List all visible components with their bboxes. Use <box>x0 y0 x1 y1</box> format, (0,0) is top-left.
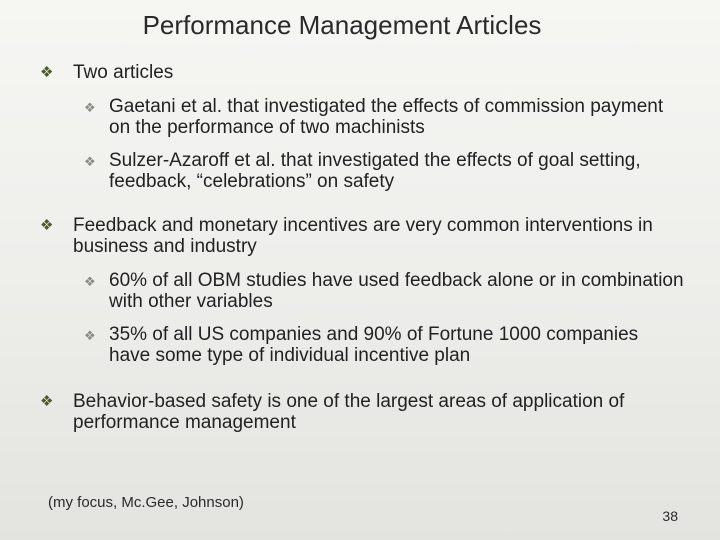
slide-title: Performance Management Articles <box>142 10 542 40</box>
diamond-bullet-icon: ❖ <box>40 64 54 81</box>
sub-bullet-text: Gaetani et al. that investigated the effects of commission payment on the performance of two machinists <box>109 96 664 138</box>
diamond-bullet-icon: ❖ <box>84 274 96 289</box>
sub-bullet-text: Sulzer-Azaroff et al. that investigated the effects of goal setting, feedback, “celebrations” on safety <box>109 150 641 192</box>
bullet-text: Behavior-based safety is one of the largest areas of application of performance management <box>73 391 625 433</box>
diamond-bullet-icon: ❖ <box>40 217 54 234</box>
diamond-bullet-icon: ❖ <box>40 393 54 410</box>
sub-bullet-obm-studies <box>84 270 684 312</box>
sub-bullet-us-companies <box>84 324 684 366</box>
footer-note: (my focus, Mc.Gee, Johnson) <box>48 494 244 511</box>
sub-bullet-sulzer <box>84 150 684 192</box>
diamond-bullet-icon: ❖ <box>84 328 96 343</box>
sub-bullet-text: 60% of all OBM studies have used feedback alone or in combination with other variables <box>109 270 684 312</box>
sub-bullet-gaetani <box>84 96 684 138</box>
diamond-bullet-icon: ❖ <box>84 100 96 115</box>
page-number: 38 <box>662 508 678 524</box>
bullet-feedback-incentives <box>40 215 680 257</box>
bullet-behavior-based-safety <box>40 391 680 433</box>
diamond-bullet-icon: ❖ <box>84 154 96 169</box>
bullet-text: Feedback and monetary incentives are very common interventions in business and industry <box>73 215 653 257</box>
bullet-two-articles <box>40 62 680 83</box>
sub-bullet-text: 35% of all US companies and 90% of Fortune 1000 companies have some type of individual incentive plan <box>109 324 639 366</box>
bullet-text: Two articles <box>73 62 174 83</box>
